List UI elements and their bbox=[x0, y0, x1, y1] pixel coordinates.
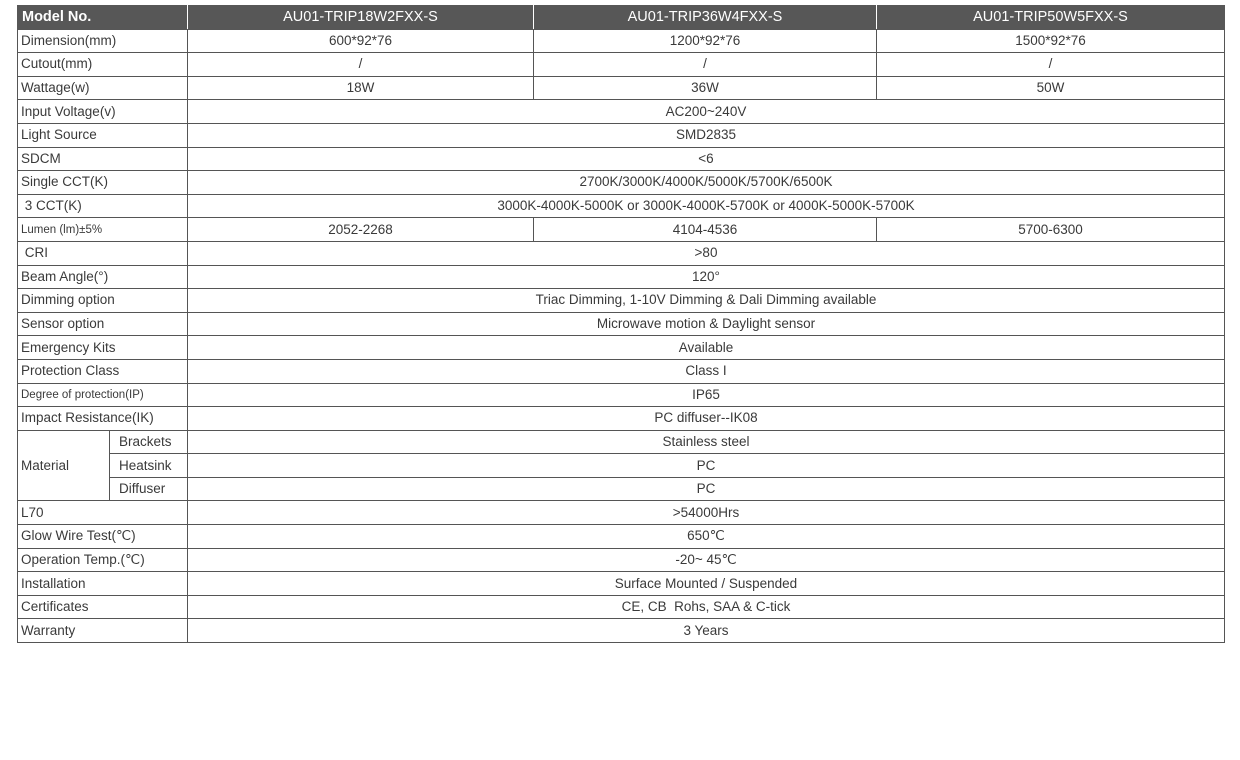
emergency-label: Emergency Kits bbox=[18, 336, 188, 360]
sdcm-label: SDCM bbox=[18, 147, 188, 171]
row-beam-angle bbox=[18, 265, 1225, 289]
material-label: Material bbox=[18, 430, 110, 501]
row-light-source bbox=[18, 123, 1225, 147]
model-no-header: Model No. bbox=[18, 6, 188, 30]
cutout-value-1: / bbox=[188, 53, 534, 77]
input-voltage-label: Input Voltage(v) bbox=[18, 100, 188, 124]
beam-angle-label: Beam Angle(°) bbox=[18, 265, 188, 289]
cutout-label: Cutout(mm) bbox=[18, 53, 188, 77]
row-lumen bbox=[18, 218, 1225, 242]
protection-class-label: Protection Class bbox=[18, 359, 188, 383]
warranty-label: Warranty bbox=[18, 619, 188, 643]
heatsink-label: Heatsink bbox=[110, 454, 188, 478]
brackets-label: Brackets bbox=[110, 430, 188, 454]
row-sdcm bbox=[18, 147, 1225, 171]
lumen-value-3: 5700-6300 bbox=[877, 218, 1225, 242]
row-installation bbox=[18, 572, 1225, 596]
model-header-1: AU01-TRIP18W2FXX-S bbox=[188, 6, 534, 30]
warranty-value: 3 Years bbox=[188, 619, 1225, 643]
row-protection-class bbox=[18, 359, 1225, 383]
wattage-value-1: 18W bbox=[188, 76, 534, 100]
ik-label: Impact Resistance(IK) bbox=[18, 407, 188, 431]
l70-label: L70 bbox=[18, 501, 188, 525]
installation-label: Installation bbox=[18, 572, 188, 596]
light-source-value: SMD2835 bbox=[188, 123, 1225, 147]
row-ip bbox=[18, 383, 1225, 407]
operation-temp-label: Operation Temp.(℃) bbox=[18, 548, 188, 572]
row-operation-temp bbox=[18, 548, 1225, 572]
sdcm-value: <6 bbox=[188, 147, 1225, 171]
certificates-value: CE, CB Rohs, SAA & C-tick bbox=[188, 595, 1225, 619]
protection-class-value: Class I bbox=[188, 359, 1225, 383]
row-material-heatsink bbox=[18, 454, 1225, 478]
input-voltage-value: AC200~240V bbox=[188, 100, 1225, 124]
wattage-label: Wattage(w) bbox=[18, 76, 188, 100]
operation-temp-value: -20~ 45℃ bbox=[188, 548, 1225, 572]
row-dimming bbox=[18, 289, 1225, 313]
model-header-3: AU01-TRIP50W5FXX-S bbox=[877, 6, 1225, 30]
dimming-label: Dimming option bbox=[18, 289, 188, 313]
diffuser-label: Diffuser bbox=[110, 477, 188, 501]
wattage-value-3: 50W bbox=[877, 76, 1225, 100]
single-cct-value: 2700K/3000K/4000K/5000K/5700K/6500K bbox=[188, 171, 1225, 195]
ik-value: PC diffuser--IK08 bbox=[188, 407, 1225, 431]
header-row bbox=[18, 6, 1225, 30]
three-cct-value: 3000K-4000K-5000K or 3000K-4000K-5700K or 4000K-5000K-5700K bbox=[188, 194, 1225, 218]
row-single-cct bbox=[18, 171, 1225, 195]
emergency-value: Available bbox=[188, 336, 1225, 360]
lumen-value-2: 4104-4536 bbox=[534, 218, 877, 242]
lumen-value-1: 2052-2268 bbox=[188, 218, 534, 242]
row-glow-wire bbox=[18, 525, 1225, 549]
cri-value: >80 bbox=[188, 241, 1225, 265]
sensor-label: Sensor option bbox=[18, 312, 188, 336]
dimming-value: Triac Dimming, 1-10V Dimming & Dali Dimming available bbox=[188, 289, 1225, 313]
row-warranty bbox=[18, 619, 1225, 643]
sensor-value: Microwave motion & Daylight sensor bbox=[188, 312, 1225, 336]
certificates-label: Certificates bbox=[18, 595, 188, 619]
row-l70 bbox=[18, 501, 1225, 525]
row-wattage bbox=[18, 76, 1225, 100]
ip-label: Degree of protection(IP) bbox=[18, 383, 188, 407]
spec-table bbox=[17, 5, 1225, 643]
three-cct-label: 3 CCT(K) bbox=[18, 194, 188, 218]
row-certificates bbox=[18, 595, 1225, 619]
l70-value: >54000Hrs bbox=[188, 501, 1225, 525]
ip-value: IP65 bbox=[188, 383, 1225, 407]
glow-wire-value: 650℃ bbox=[188, 525, 1225, 549]
cutout-value-3: / bbox=[877, 53, 1225, 77]
row-material-diffuser bbox=[18, 477, 1225, 501]
dimension-value-2: 1200*92*76 bbox=[534, 29, 877, 53]
row-three-cct bbox=[18, 194, 1225, 218]
cri-label: CRI bbox=[18, 241, 188, 265]
row-ik bbox=[18, 407, 1225, 431]
row-cutout bbox=[18, 53, 1225, 77]
dimension-value-1: 600*92*76 bbox=[188, 29, 534, 53]
cutout-value-2: / bbox=[534, 53, 877, 77]
dimension-value-3: 1500*92*76 bbox=[877, 29, 1225, 53]
row-input-voltage bbox=[18, 100, 1225, 124]
installation-value: Surface Mounted / Suspended bbox=[188, 572, 1225, 596]
row-sensor bbox=[18, 312, 1225, 336]
row-material-brackets bbox=[18, 430, 1225, 454]
light-source-label: Light Source bbox=[18, 123, 188, 147]
diffuser-value: PC bbox=[188, 477, 1225, 501]
glow-wire-label: Glow Wire Test(℃) bbox=[18, 525, 188, 549]
beam-angle-value: 120° bbox=[188, 265, 1225, 289]
row-cri bbox=[18, 241, 1225, 265]
heatsink-value: PC bbox=[188, 454, 1225, 478]
dimension-label: Dimension(mm) bbox=[18, 29, 188, 53]
model-header-2: AU01-TRIP36W4FXX-S bbox=[534, 6, 877, 30]
wattage-value-2: 36W bbox=[534, 76, 877, 100]
lumen-label: Lumen (lm)±5% bbox=[18, 218, 188, 242]
row-emergency bbox=[18, 336, 1225, 360]
brackets-value: Stainless steel bbox=[188, 430, 1225, 454]
row-dimension bbox=[18, 29, 1225, 53]
single-cct-label: Single CCT(K) bbox=[18, 171, 188, 195]
